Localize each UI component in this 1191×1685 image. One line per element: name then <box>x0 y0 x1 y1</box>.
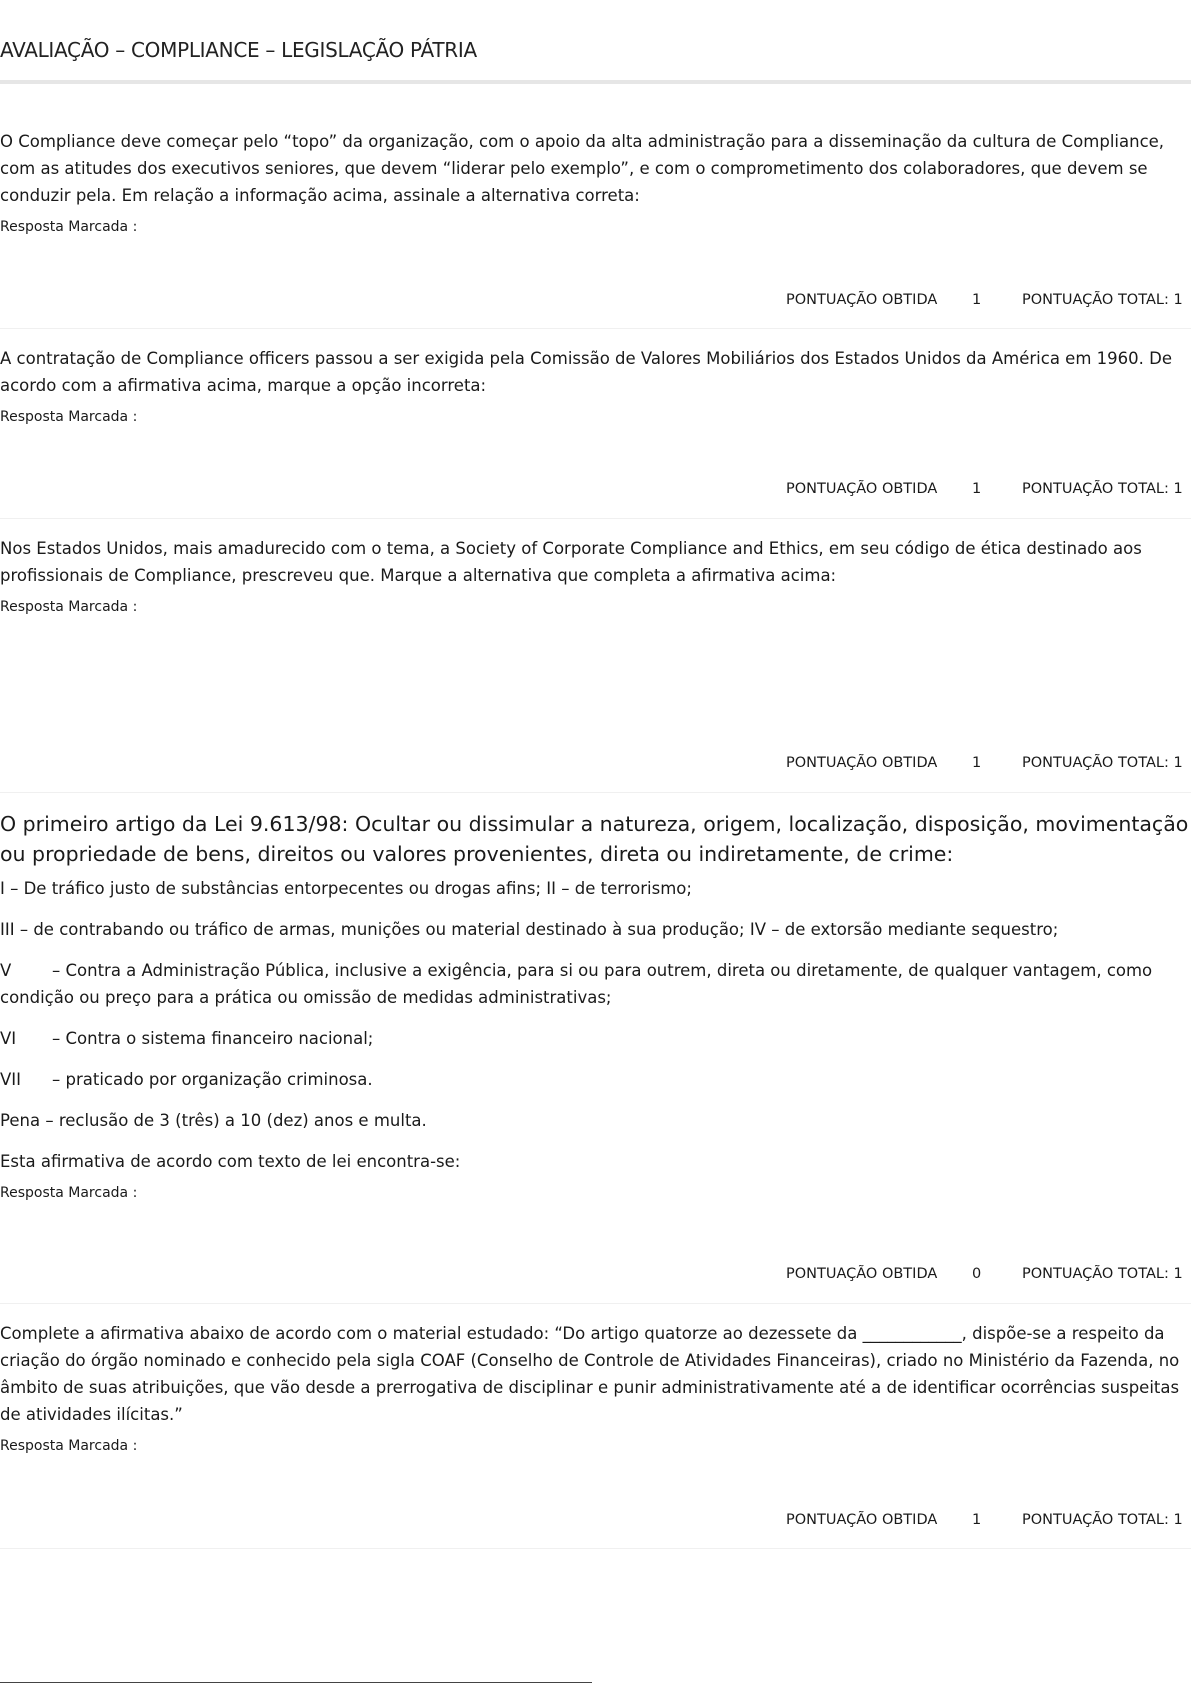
score-obtained-value: 1 <box>972 292 982 308</box>
law-item-3 <box>0 957 1191 1011</box>
question-prompt: Esta afirmativa de acordo com texto de lei encontra-se: <box>0 1152 461 1171</box>
score-total: PONTUAÇÃO TOTAL: 1 <box>1022 292 1183 308</box>
score-obtained-value: 1 <box>972 1512 982 1528</box>
score-obtained-value: 0 <box>972 1266 982 1282</box>
question-4 <box>0 809 1191 1201</box>
question-text: O Compliance deve começar pelo “topo” da organização, com o apoio da alta administração para a disseminação da cultura de Compliance, com as atitudes dos executivos seniores, que devem “liderar pelo exemplo”, e com o comprometimento dos colaboradores, que devem se conduzir pela. Em relação a informação acima, assinale a alternativa correta: <box>0 132 1165 205</box>
question-divider <box>0 1303 1191 1304</box>
answer-label: Resposta Marcada : <box>0 599 138 615</box>
score-total: PONTUAÇÃO TOTAL: 1 <box>1022 755 1183 771</box>
score-obtained-label: PONTUAÇÃO OBTIDA <box>786 1512 938 1528</box>
score-total: PONTUAÇÃO TOTAL: 1 <box>1022 481 1183 497</box>
law-item-2: III – de contrabando ou tráfico de armas, munições ou material destinado à sua produção; IV – de extorsão mediante sequestro; <box>0 920 1059 939</box>
answer-label: Resposta Marcada : <box>0 219 138 235</box>
score-obtained-label: PONTUAÇÃO OBTIDA <box>786 481 938 497</box>
roman-numeral: VII <box>0 1070 22 1089</box>
answer-label: Resposta Marcada : <box>0 409 138 425</box>
law-item-4 <box>0 1025 1191 1052</box>
answer-label: Resposta Marcada : <box>0 1185 138 1201</box>
question-divider <box>0 1548 1191 1549</box>
page-title: AVALIAÇÃO – COMPLIANCE – LEGISLAÇÃO PÁTRIA <box>0 38 477 62</box>
question-divider <box>0 328 1191 329</box>
question-text: Nos Estados Unidos, mais amadurecido com o tema, a Society of Corporate Compliance and Ethics, em seu código de ética destinado aos profissionais de Compliance, prescreveu que. Marque a alternativa que completa a afirmativa acima: <box>0 539 1142 585</box>
question-text: Complete a afirmativa abaixo de acordo com o material estudado: “Do artigo quatorze ao dezessete da ____________, dispõe-se a respeito da criação do órgão nominado e conhecido pela sigla COAF (Conselho de Controle de Atividades Financeiras), criado no Ministério da Fazenda, no âmbito de suas atribuições, que vão desde a prerrogativa de disciplinar e punir administrativamente até a de identificar ocorrências suspeitas de atividades ilícitas.” <box>0 1324 1180 1424</box>
question-divider <box>0 518 1191 519</box>
question-text: A contratação de Compliance officers passou a ser exigida pela Comissão de Valores Mobiliários dos Estados Unidos da América em 1960. De acordo com a afirmativa acima, marque a opção incorreta: <box>0 349 1172 395</box>
title-divider <box>0 80 1191 84</box>
answer-label: Resposta Marcada : <box>0 1438 138 1454</box>
penalty-text: Pena – reclusão de 3 (três) a 10 (dez) anos e multa. <box>0 1111 427 1130</box>
score-obtained-value: 1 <box>972 755 982 771</box>
law-item-text: – Contra a Administração Pública, inclusive a exigência, para si ou para outrem, direta ou diretamente, de qualquer vantagem, como condição ou preço para a prática ou omissão de medidas administrativas; <box>0 961 1153 1007</box>
question-5 <box>0 1320 1191 1454</box>
score-obtained-value: 1 <box>972 481 982 497</box>
roman-numeral: V <box>0 961 12 980</box>
roman-numeral: VI <box>0 1029 17 1048</box>
score-obtained-label: PONTUAÇÃO OBTIDA <box>786 1266 938 1282</box>
score-total: PONTUAÇÃO TOTAL: 1 <box>1022 1266 1183 1282</box>
question-heading: O primeiro artigo da Lei 9.613/98: Ocultar ou dissimular a natureza, origem, localização, disposição, movimentação ou propriedade de bens, direitos ou valores provenientes, direta ou indiretamente, de crime: <box>0 812 1189 866</box>
question-divider <box>0 792 1191 793</box>
score-obtained-label: PONTUAÇÃO OBTIDA <box>786 292 938 308</box>
law-item-5 <box>0 1066 1191 1093</box>
law-item-1: I – De tráfico justo de substâncias entorpecentes ou drogas afins; II – de terrorismo; <box>0 879 692 898</box>
question-1 <box>0 128 1191 235</box>
score-total: PONTUAÇÃO TOTAL: 1 <box>1022 1512 1183 1528</box>
footer-rule <box>0 1682 592 1683</box>
law-item-text: – Contra o sistema financeiro nacional; <box>52 1029 374 1048</box>
score-obtained-label: PONTUAÇÃO OBTIDA <box>786 755 938 771</box>
question-3 <box>0 535 1191 615</box>
law-item-text: – praticado por organização criminosa. <box>52 1070 373 1089</box>
question-2 <box>0 345 1191 425</box>
